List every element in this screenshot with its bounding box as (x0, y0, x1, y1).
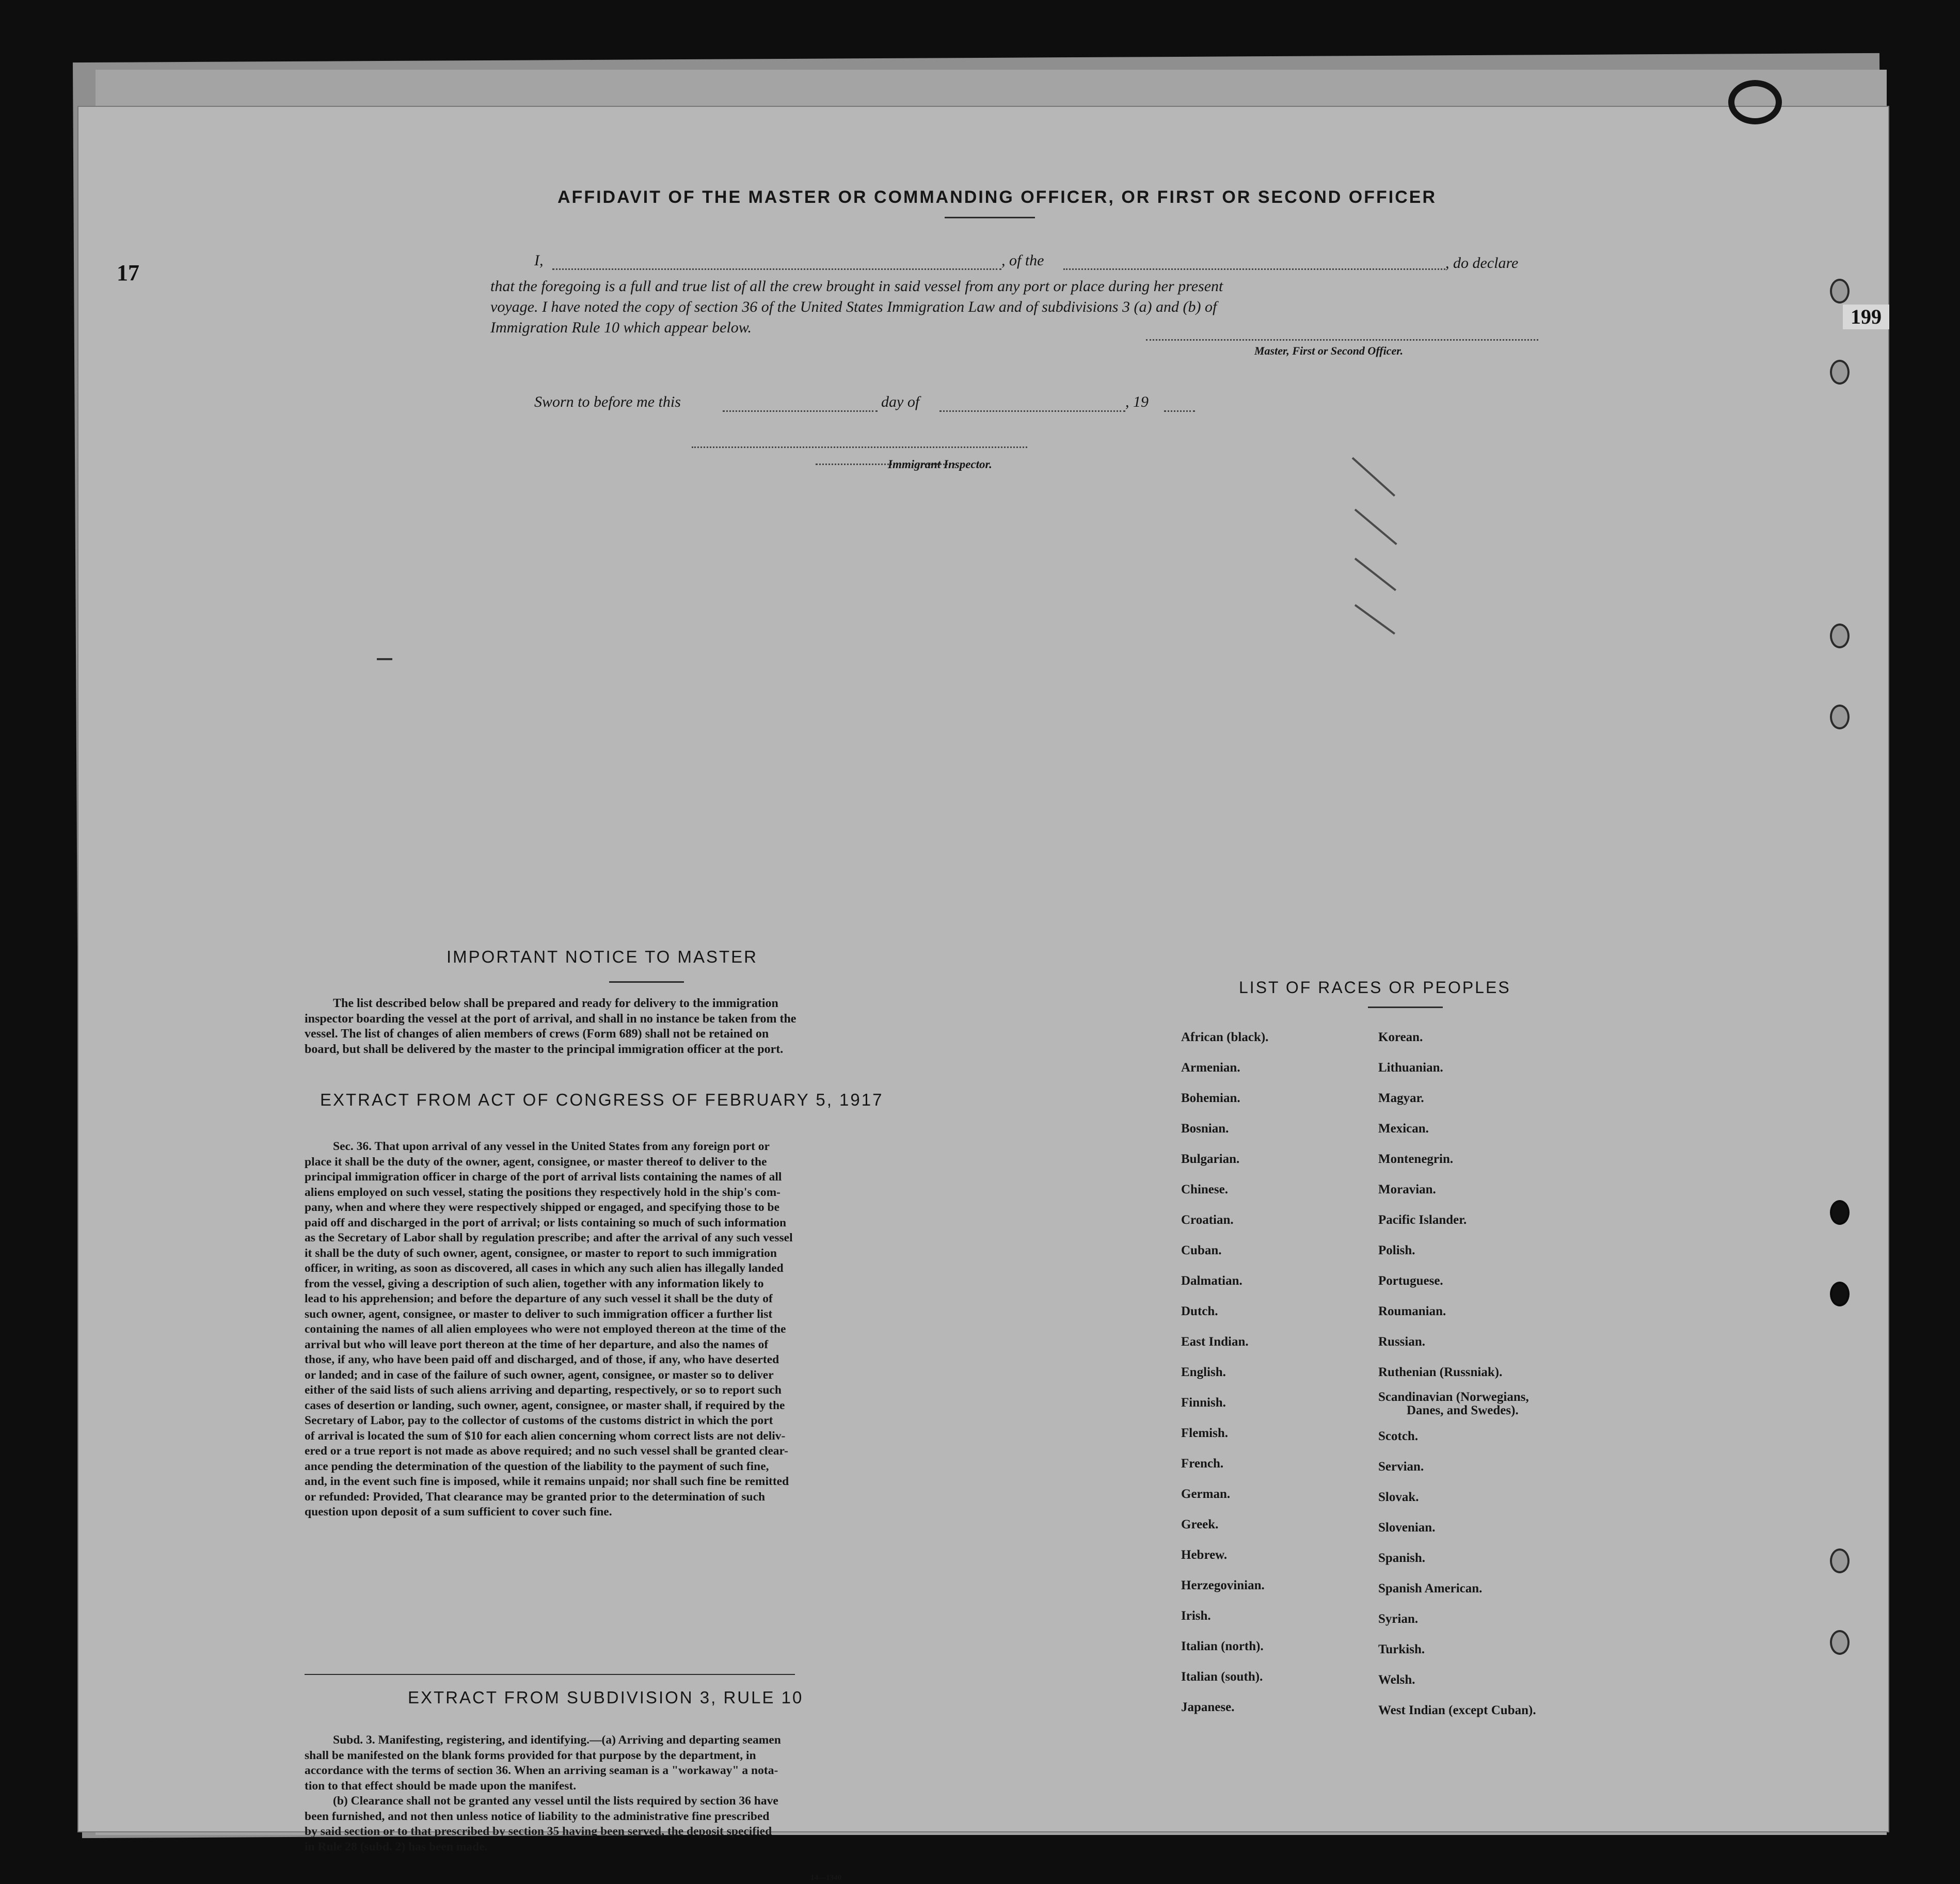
sworn-prefix: Sworn to before me this (534, 393, 681, 410)
races-right-column (1378, 1022, 1536, 1726)
race-item: Greek. (1181, 1518, 1219, 1531)
inspector-signature-blank (692, 446, 1027, 448)
race-item: Syrian. (1378, 1612, 1419, 1626)
race-item: Korean. (1378, 1030, 1423, 1044)
notice-line: vessel. The list of changes of alien members of crews (Form 689) shall not be retained on (305, 1027, 769, 1041)
race-item: Spanish. (1378, 1551, 1426, 1565)
pencil-mark (1355, 557, 1396, 591)
affidavit-of-the: , of the (1001, 252, 1044, 269)
sworn-day-of: day of (881, 393, 920, 410)
act-line: Secretary of Labor, pay to the collector of customs of the customs district in which the port (305, 1414, 773, 1427)
rule-line: Subd. 3. Manifesting, registering, and identifying.—(a) Arriving and departing seamen (333, 1733, 781, 1747)
race-item-continuation: Danes, and Swedes). (1407, 1403, 1519, 1417)
act-line: such owner, agent, consignee, or master to deliver to such immigration officer a further list (305, 1307, 773, 1321)
act-line: containing the names of all alien employees who were not employed thereon at the time of the (305, 1322, 786, 1336)
race-item: Croatian. (1181, 1213, 1234, 1227)
rule-line: (b) Clearance shall not be granted any vessel until the lists required by section 36 have (333, 1794, 778, 1808)
race-item: Bohemian. (1181, 1091, 1240, 1105)
master-signature-blank (1146, 339, 1538, 341)
race-item: Hebrew. (1181, 1548, 1228, 1562)
binder-hole (1830, 1548, 1850, 1573)
race-item: Cuban. (1181, 1243, 1222, 1257)
act-line: Sec. 36. That upon arrival of any vessel in the United States from any foreign port or (333, 1140, 770, 1153)
act-line: it shall be the duty of such owner, agent, consignee, or master to report to such immigration (305, 1246, 777, 1260)
title-rule (945, 217, 1035, 218)
binder-hole (1830, 705, 1850, 729)
race-item: Moravian. (1378, 1183, 1436, 1196)
race-item-text: Scandinavian (Norwegians, (1378, 1390, 1529, 1404)
rule-extract-body (305, 1733, 906, 1855)
act-line: ered or a true report is not made as above required; and no such vessel shall be granted clear- (305, 1444, 788, 1458)
affidavit-line-4: Immigration Rule 10 which appear below. (490, 319, 752, 336)
name-blank (552, 268, 1001, 270)
race-item: Turkish. (1378, 1642, 1425, 1656)
affidavit-line-3: voyage. I have noted the copy of section 36 of the United States Immigration Law and of subdivisions 3 (a) and (b) of (490, 298, 1217, 315)
act-line: of arrival is located the sum of $10 for each alien concerning whom correct lists are not deliv- (305, 1429, 786, 1443)
race-item: Pacific Islander. (1378, 1213, 1467, 1227)
race-item: Italian (north). (1181, 1639, 1264, 1653)
rule-line: been furnished, and not then unless notice of liability to the administrative fine prescribed (305, 1809, 770, 1823)
margin-number-right: 199 (1843, 305, 1889, 329)
race-item: West Indian (except Cuban). (1378, 1703, 1536, 1717)
act-line: arrival but who will leave port thereon at the time of her departure, and also the names of (305, 1337, 769, 1351)
form-number: 14—1340 (810, 1874, 841, 1882)
race-item: Spanish American. (1378, 1582, 1483, 1595)
act-line: or landed; and in case of the failure of such owner, agent, consignee, or master so to deliver (305, 1368, 774, 1382)
race-item: Irish. (1181, 1609, 1211, 1623)
pencil-mark (377, 658, 392, 660)
race-item: Montenegrin. (1378, 1152, 1454, 1166)
inspector-label: Immigrant Inspector. (888, 458, 992, 471)
binder-hole (1830, 1200, 1850, 1225)
race-item: Slovenian. (1378, 1521, 1436, 1535)
act-line: cases of desertion or landing, such owner, agent, consignee, or master shall, if required by the (305, 1398, 785, 1412)
rule-line: in Rule 28 (subd. 2) has been made. (305, 1840, 488, 1854)
act-line: either of the said lists of such aliens arriving and departing, respectively, or so to report such (305, 1383, 782, 1397)
affidavit-do-declare: , do declare (1445, 254, 1519, 272)
race-item: Italian (south). (1181, 1670, 1263, 1684)
race-item: Ruthenian (Russniak). (1378, 1365, 1503, 1379)
act-line: ance pending the determination of the question of the liability to the payment of such fine, (305, 1459, 769, 1473)
race-item: Dutch. (1181, 1304, 1218, 1318)
races-left-column (1181, 1022, 1268, 1722)
act-rule (305, 1674, 795, 1675)
pencil-mark (1352, 457, 1395, 497)
sworn-day-blank (723, 410, 878, 412)
act-line: from the vessel, giving a description of such alien, together with any information likely to (305, 1276, 764, 1290)
race-item: German. (1181, 1487, 1231, 1501)
act-line: paid off and discharged in the port of arrival; or lists containing so much of such information (305, 1216, 787, 1230)
race-item: Servian. (1378, 1460, 1424, 1474)
race-item: Chinese. (1181, 1183, 1228, 1196)
rule-line: accordance with the terms of section 36. When an arriving seaman is a "workaway" a nota- (305, 1764, 778, 1777)
rule-extract-title: EXTRACT FROM SUBDIVISION 3, RULE 10 (408, 1688, 804, 1707)
race-item: Roumanian. (1378, 1304, 1446, 1318)
sworn-month-blank (939, 410, 1125, 412)
race-item: East Indian. (1181, 1335, 1249, 1349)
race-item: English. (1181, 1365, 1226, 1379)
race-item: Polish. (1378, 1243, 1415, 1257)
act-extract-body (305, 1139, 906, 1520)
race-item: Flemish. (1181, 1426, 1228, 1440)
act-line: aliens employed on such vessel, stating the positions they respectively hold in the ship's com- (305, 1185, 780, 1199)
pencil-mark (1355, 508, 1397, 545)
race-item: African (black). (1181, 1030, 1269, 1044)
race-item: Portuguese. (1378, 1274, 1443, 1288)
act-line: question upon deposit of a sum sufficient to cover such fine. (305, 1505, 612, 1519)
race-item: Lithuanian. (1378, 1061, 1443, 1075)
binder-hole (1830, 1630, 1850, 1655)
race-item: Russian. (1378, 1335, 1426, 1349)
master-signature-label: Master, First or Second Officer. (1254, 344, 1404, 357)
race-item: Mexican. (1378, 1122, 1429, 1136)
act-line: lead to his apprehension; and before the departure of any such vessel it shall be the duty of (305, 1292, 773, 1305)
binder-hole (1830, 279, 1850, 304)
affidavit-i: I, (534, 252, 544, 269)
race-item: Bulgarian. (1181, 1152, 1240, 1166)
rule-line: tion to that effect should be made upon the manifest. (305, 1779, 577, 1793)
affidavit-line-2: that the foregoing is a full and true list of all the crew brought in said vessel from any port or place during her present (490, 278, 1223, 295)
binder-hole (1830, 624, 1850, 648)
race-item: Japanese. (1181, 1700, 1235, 1714)
rule-line: by said section or to that prescribed by section 35 having been served, the deposit specified (305, 1825, 772, 1838)
notice-line: The list described below shall be prepared and ready for delivery to the immigration (333, 997, 778, 1010)
race-item: Welsh. (1378, 1673, 1415, 1687)
margin-number-left: 17 (117, 260, 139, 285)
act-extract-title: EXTRACT FROM ACT OF CONGRESS OF FEBRUARY 5, 1917 (320, 1090, 884, 1109)
act-line: officer, in writing, as soon as discovered, all cases in which any such alien has illegally landed (305, 1262, 784, 1275)
race-item: Scotch. (1378, 1429, 1419, 1443)
act-line: or refunded: Provided, That clearance may be granted prior to the determination of such (305, 1490, 766, 1504)
binder-hole (1830, 360, 1850, 385)
race-item: Magyar. (1378, 1091, 1424, 1105)
notice-line: board, but shall be delivered by the master to the principal immigration officer at the port. (305, 1042, 784, 1056)
notice-body (305, 996, 906, 1057)
act-line: as the Secretary of Labor shall by regulation prescribe; and after the arrival of any such vessel (305, 1231, 793, 1244)
notice-rule (609, 981, 684, 983)
notice-line: inspector boarding the vessel at the port of arrival, and shall in no instance be taken from the (305, 1012, 796, 1026)
races-title: LIST OF RACES OR PEOPLES (1239, 978, 1511, 997)
document-page (77, 106, 1889, 1882)
race-item: Dalmatian. (1181, 1274, 1242, 1288)
vessel-blank (1063, 268, 1445, 270)
race-item: Herzegovinian. (1181, 1578, 1265, 1592)
rule-line: shall be manifested on the blank forms provided for that purpose by the department, in (305, 1748, 756, 1762)
notice-title: IMPORTANT NOTICE TO MASTER (447, 947, 758, 966)
pencil-mark (1355, 604, 1395, 634)
race-item: Bosnian. (1181, 1122, 1229, 1136)
race-item: French. (1181, 1457, 1224, 1471)
act-line: principal immigration officer in charge of the port of arrival lists containing the names of all (305, 1170, 782, 1184)
race-item (1378, 1387, 1536, 1421)
act-line: place it shall be the duty of the owner, agent, consignee, or master thereof to deliver to the (305, 1155, 767, 1169)
sworn-year-blank (1164, 410, 1195, 412)
race-item: Armenian. (1181, 1061, 1240, 1075)
binder-ring (1728, 80, 1782, 124)
race-item: Finnish. (1181, 1396, 1226, 1410)
affidavit-title: AFFIDAVIT OF THE MASTER OR COMMANDING OFFICER, OR FIRST OR SECOND OFFICER (557, 187, 1437, 207)
races-rule (1368, 1007, 1443, 1008)
act-line: those, if any, who have been paid off and discharged, and of those, if any, who have deserted (305, 1353, 779, 1366)
sworn-year: , 19 (1125, 393, 1149, 410)
act-line: and, in the event such fine is imposed, while it remains unpaid; nor shall such fine be remitted (305, 1475, 789, 1488)
race-item: Slovak. (1378, 1490, 1419, 1504)
binder-hole (1830, 1282, 1850, 1306)
act-line: pany, when and where they were respectively shipped or engaged, and specifying those to be (305, 1201, 780, 1214)
